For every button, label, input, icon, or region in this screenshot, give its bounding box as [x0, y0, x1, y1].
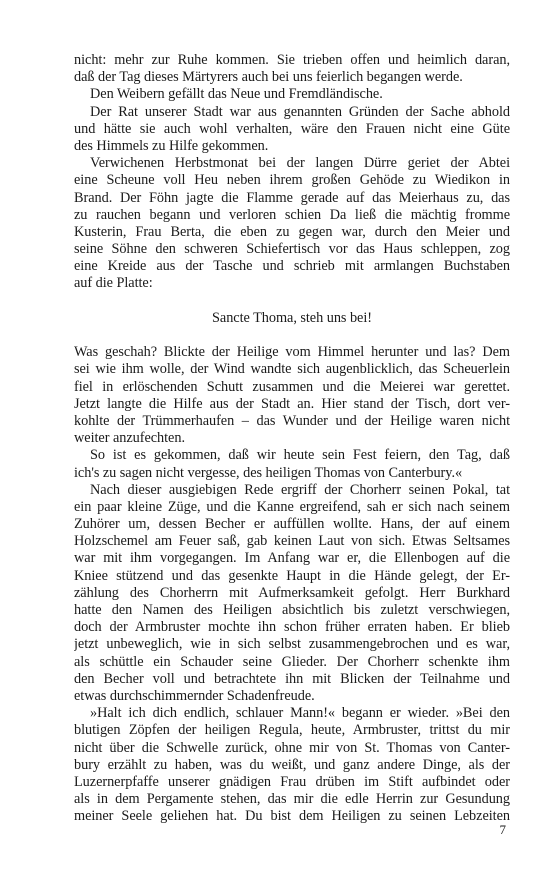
- blank-line: [74, 293, 510, 310]
- text-line: Kniee stützend und das gesenkte Haupt in die Hände gelegt, der Er-: [74, 567, 510, 584]
- text-line: etwas durchschimmernder Schadenfreude.: [74, 687, 315, 704]
- text-line: blutigen Zöpfen der heiligen Regula, heute, Armbruster, trittst du mir: [74, 722, 510, 739]
- inscription-line: Sancte Thoma, steh uns bei!: [212, 309, 372, 326]
- text-line: den Becher voll und betrachtete ihn mit Blicken der Teilnahme und: [74, 670, 510, 687]
- text-line: meiner Seele geliehen hat. Du bist dem Heiligen zu seinen Lebzeiten: [74, 808, 510, 825]
- text-line: als schüttle ein Schauder seine Glieder. Der Chorherr schenkte ihm: [74, 653, 510, 670]
- text-line: ein paar kleine Züge, und die Kanne ergreifend, sah er sich nach seinem: [74, 498, 510, 515]
- text-line: Holzschemel am Feuer saß, gab keinen Laut von sich. Etwas Seltsames: [74, 533, 510, 550]
- text-line: zu rauchen begann und verloren schien Da ließ die mächtig fromme: [74, 206, 510, 223]
- text-line: Jetzt langte die Hilfe aus der Stadt an. Hier stand der Tisch, dort ver-: [74, 395, 510, 412]
- text-line: jetzt unbeweglich, wie in sich selbst zusammengebrochen und es war,: [74, 636, 510, 653]
- text-line: bury erzählt zu haben, was du weißt, und ganz andere Dinge, als der: [74, 756, 510, 773]
- text-line: Verwichenen Herbstmonat bei der langen Dürre geriet der Abtei: [90, 155, 510, 172]
- text-line: »Halt ich dich endlich, schlauer Mann!« begann er wieder. »Bei den: [90, 705, 510, 722]
- text-line: zählung des Chorherrn mit Aufmerksamkeit gefolgt. Herr Burkhard: [74, 584, 510, 601]
- text-line: seine Söhne den schweren Schiefertisch vor das Haus schleppen, zog: [74, 241, 510, 258]
- text-line: kohlte der Trümmerhaufen – das Wunder und der Heilige waren nicht: [74, 412, 510, 429]
- blank-line: [74, 327, 510, 344]
- text-line: Brand. Der Föhn jagte die Flamme gerade auf das Meierhaus zu, das: [74, 189, 510, 206]
- text-line: und hätte sie auch wohl verhalten, wäre den Frauen nicht eine Güte: [74, 120, 510, 137]
- body-text: [74, 52, 510, 825]
- text-line: war mit ihm vorgegangen. Im Anfang war er, die Ellenbogen auf die: [74, 550, 510, 567]
- text-line: sei wie ihm wolle, der Wind wandte sich augenblicklich, das Scheuerlein: [74, 361, 510, 378]
- text-line: daß der Tag dieses Märtyrers auch bei uns feierlich begangen werde.: [74, 69, 463, 86]
- text-line: als in dem Pergamente stehen, das mir die edle Herrin zur Gesundung: [74, 791, 510, 808]
- text-line: Zuhörer um, dessen Becher er auffüllen wollte. Hans, der auf einem: [74, 516, 510, 533]
- text-line: Luzernerpfaffe unserer gnädigen Frau drüben im Stift aufbindet oder: [74, 773, 510, 790]
- text-line: eine Scheune voll Heu neben ihrem großen Gehöde zu Wiedikon in: [74, 172, 510, 189]
- text-line: auf die Platte:: [74, 275, 153, 292]
- text-line: eine Kreide aus der Tasche und schrieb mit armlangen Buchstaben: [74, 258, 510, 275]
- text-line: nicht: mehr zur Ruhe kommen. Sie trieben offen und heimlich daran,: [74, 52, 510, 68]
- text-line: ich's zu sagen nicht vergesse, des heiligen Thomas von Canterbury.«: [74, 464, 463, 481]
- text-line: So ist es gekommen, daß wir heute sein Fest feiern, den Tag, daß: [90, 447, 510, 464]
- text-line: weiter anzufechten.: [74, 430, 185, 447]
- text-line: doch der Armbruster mochte ihn schon früher erraten haben. Er blieb: [74, 619, 510, 636]
- text-line: Was geschah? Blickte der Heilige vom Himmel herunter und las? Dem: [74, 344, 510, 361]
- text-line: hatte den Namen des Heiligen absichtlich bis zuletzt verschwiegen,: [74, 602, 510, 618]
- text-line: Nach dieser ausgiebigen Rede ergriff der Chorherr seinen Pokal, tat: [90, 481, 510, 498]
- text-line: Den Weibern gefällt das Neue und Fremdländische.: [90, 86, 383, 103]
- text-line: Kusterin, Frau Berta, die eben zu gegen war, durch den Meier und: [74, 223, 510, 240]
- text-line: fiel in erlöschenden Schutt zusammen und die Meierei war gerettet.: [74, 378, 510, 395]
- text-line: des Himmels zu Hilfe gekommen.: [74, 137, 269, 154]
- text-line: Der Rat unserer Stadt war aus genannten Gründen der Sache abhold: [90, 103, 510, 120]
- text-line: nicht über die Schwelle zurück, ohne mir von St. Thomas von Canter-: [74, 739, 510, 756]
- page-number: 7: [499, 822, 506, 837]
